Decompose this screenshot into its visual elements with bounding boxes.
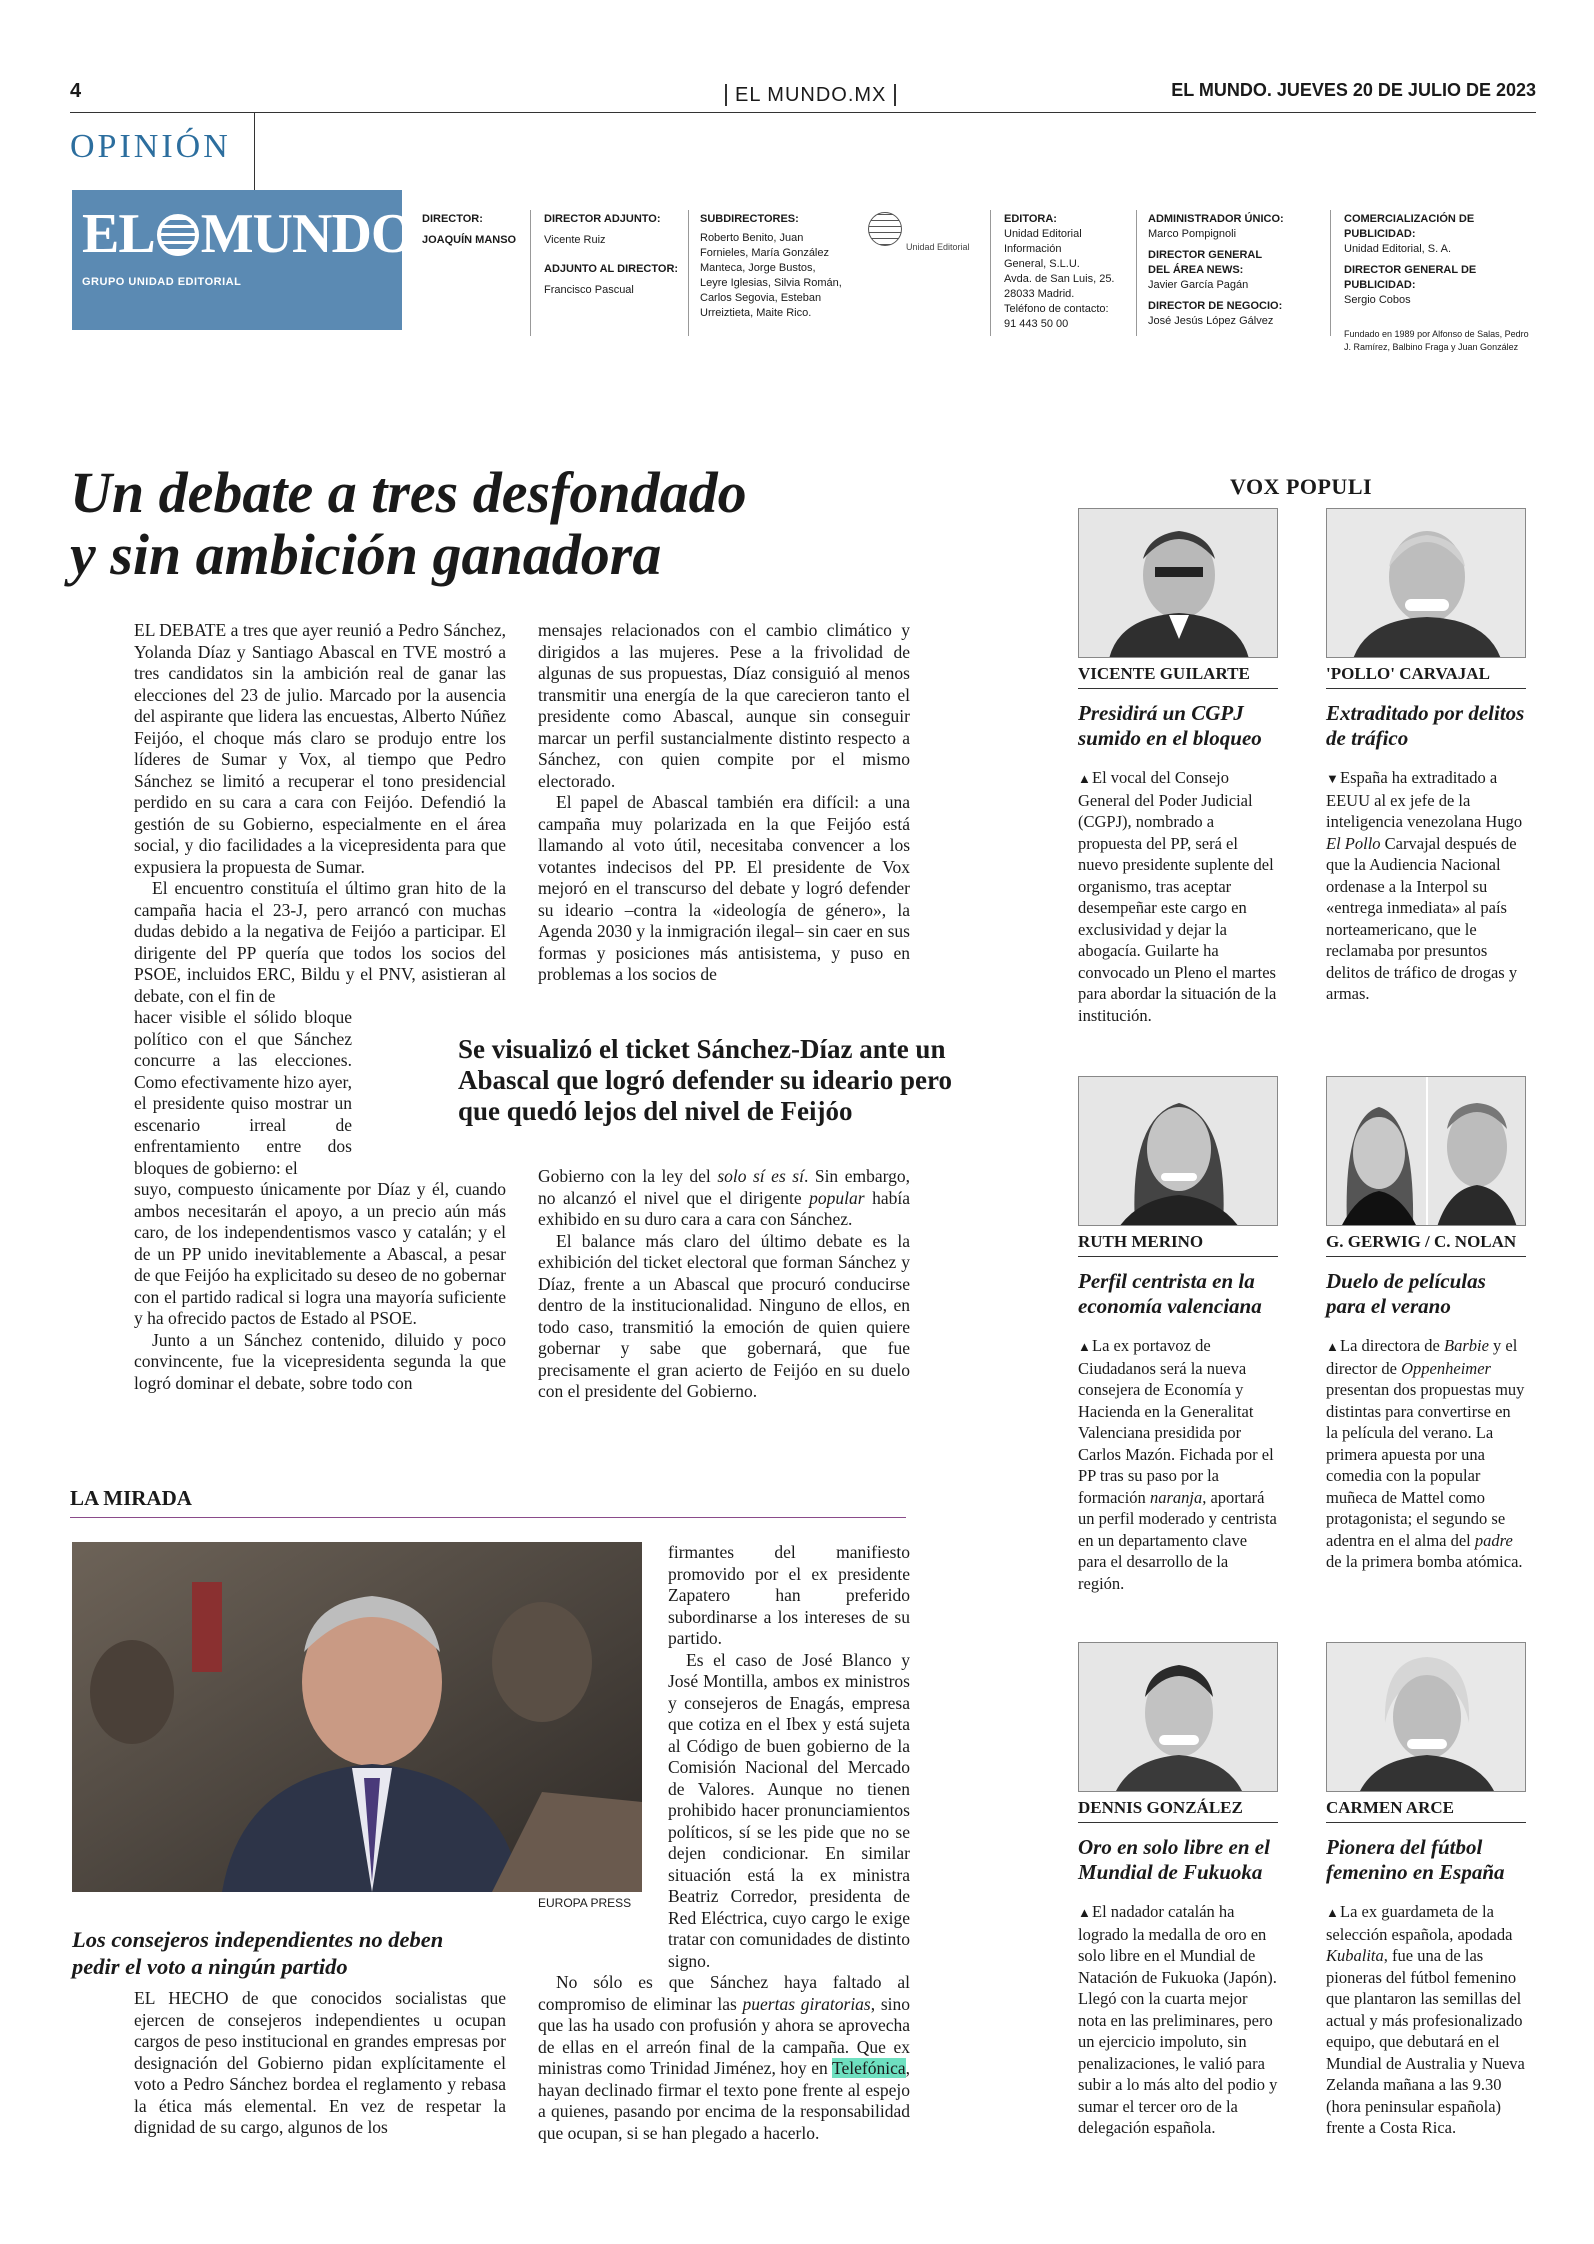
comer-name: Unidad Editorial, S. A. xyxy=(1344,243,1452,255)
editora-line: Avda. de San Luis, 25. xyxy=(1004,273,1115,285)
mirada-column-1 xyxy=(134,1988,506,2139)
negocio-name: José Jesús López Gálvez xyxy=(1148,315,1274,327)
masthead-divider xyxy=(530,210,531,336)
subdirectores-label: SUBDIRECTORES: xyxy=(700,213,799,225)
section-title: OPINIÓN xyxy=(70,128,231,165)
vox-name: DENNIS GONZÁLEZ xyxy=(1078,1798,1278,1823)
article-paragraph: mensajes relacionados con el cambio climático y dirigidos a las mujeres. Pese a la frivolidad de algunas de sus propuestas, Díaz consiguió al menos transmitir una energía de la que carecieron tanto el presidente como Abascal, aunque sin conseguir marcar un perfil sustancialmente distinto respecto a Sánchez, con quien compite por el mismo electorado. xyxy=(538,620,910,791)
vox-name: 'POLLO' CARVAJAL xyxy=(1326,664,1526,689)
portrait-photo xyxy=(1326,1076,1526,1226)
mirada-text: , sino que las ha usado con profusión y ahora se aprovecha de ellas en el arreón final de la campaña. Que ex ministras como Trinidad Jiménez, hoy en xyxy=(538,1993,910,2078)
dgp-label: DIRECTOR GENERAL DE PUBLICIDAD: xyxy=(1344,264,1477,291)
portrait-photo xyxy=(1078,508,1278,658)
portrait-photo xyxy=(1326,1642,1526,1792)
masthead-subdirectores xyxy=(700,212,860,321)
la-mirada-rule xyxy=(70,1517,906,1518)
vox-text-italic: Oppenheimer xyxy=(1401,1358,1491,1378)
subdirectores-line: Fornieles, María González xyxy=(700,247,829,259)
mirada-headline: Los consejeros independientes no deben pedir el voto a ningún partido xyxy=(72,1927,444,1979)
arrow-up-icon: ▲ xyxy=(1078,771,1091,786)
portrait-illustration xyxy=(1327,509,1526,658)
mirada-paragraph: firmantes del manifiesto promovido por el ex presidente Zapatero han preferido subordinarse a los intereses de su partido. xyxy=(668,1542,910,1648)
vox-text: La directora de xyxy=(1340,1336,1444,1355)
portrait-illustration xyxy=(1079,1077,1278,1226)
mirada-lead: EL HECHO xyxy=(134,1988,229,2008)
photo-credit: EUROPA PRESS xyxy=(538,1896,632,1910)
article-headline xyxy=(70,462,890,586)
article-paragraph: Junto a un Sánchez contenido, diluido y poco convincente, fue la vicepresidenta segunda la que logró dominar el debate, sobre todo con xyxy=(134,1329,506,1393)
vox-item xyxy=(1078,1642,1278,2139)
admin-label: ADMINISTRADOR ÚNICO: xyxy=(1148,213,1284,225)
highlighted-link[interactable]: Telefónica xyxy=(832,2058,906,2078)
news-label: DIRECTOR GENERAL xyxy=(1148,249,1263,261)
portrait-illustration xyxy=(1327,1643,1526,1792)
mirada-text: de que conocidos socialistas que ejercen de consejeros independientes u ocupan cargos de peso institucional en grandes empresas por designación del Gobierno pidan explícitamente el voto a Pedro Sánchez bordea el reglamento y rebasa la ética más elemental. En vez de respetar la dignidad de su cargo, algunos de los xyxy=(134,1988,506,2137)
article-text: Gobierno con la ley del xyxy=(538,1166,718,1186)
article-lead: EL DEBATE xyxy=(134,620,227,640)
vox-headline: Oro en solo libre en el Mundial de Fukuoka xyxy=(1078,1835,1270,1884)
vox-item xyxy=(1078,1076,1278,1594)
vox-text-italic: naranja xyxy=(1149,1487,1203,1507)
article-paragraph xyxy=(538,1166,910,1231)
article-paragraph: hacer visible el sólido bloque político con el que Sánchez concurre a las elecciones. Como efectivamente hizo ayer, el presidente quiso mostrar un escenario irreal de enfrentamiento entre dos bloques de gobierno: el xyxy=(134,1007,352,1178)
arrow-up-icon: ▲ xyxy=(1326,1905,1339,1920)
vox-headline: Presidirá un CGPJ sumido en el bloqueo xyxy=(1078,701,1262,750)
editora-line: Unidad Editorial xyxy=(1004,228,1082,240)
mirada-text: , hayan declinado firmar el texto pone frente al espejo a quienes, pasando por encima de la responsabilidad que ocupan, si se han plegado a hacerlo. xyxy=(538,2058,910,2143)
vox-text: , aportará un perfil moderado y centrista en un departamento clave para el desarrollo de la región. xyxy=(1078,1487,1277,1593)
article-text: . Sin embargo, no alcanzó el nivel que el dirigente xyxy=(538,1166,910,1208)
subdirectores-line: Leyre Iglesias, Silvia Román, xyxy=(700,277,842,289)
editora-line: 28033 Madrid. xyxy=(1004,288,1075,300)
vox-headline: Perfil centrista en la economía valenciana xyxy=(1078,1269,1262,1318)
vox-body xyxy=(1078,1335,1278,1594)
article-column-1 xyxy=(134,620,506,1394)
editora-line: General, S.L.U. xyxy=(1004,258,1080,270)
article-paragraph: suyo, compuesto únicamente por Díaz y él, cuando ambos necesitarán el apoyo, a un precio aún más caro, de los independentismos vasco y catalán; y el de un PP unido inevitablemente a Abascal, a pesar de que Feijóo ha explicitado su deseo de no gobernar con el partido radical si logra una mayoría suficiente y ha ofrecido pactos de Estado al PSOE. xyxy=(134,1179,506,1328)
mirada-text-italic: puertas giratorias xyxy=(742,1993,871,2014)
top-rule xyxy=(70,112,1536,113)
founded-line: Fundado en 1989 por Alfonso de Salas, Pedro xyxy=(1344,329,1529,339)
logo-text-left: EL xyxy=(82,203,155,265)
article-text-italic: popular xyxy=(809,1187,865,1208)
unidad-editorial-logo-icon xyxy=(868,212,902,246)
vox-text: España ha extraditado a EEUU al ex jefe de la inteligencia venezolana Hugo xyxy=(1326,768,1523,831)
vox-body xyxy=(1326,767,1526,1005)
vox-text-italic: Barbie xyxy=(1443,1336,1489,1355)
site-name[interactable]: EL MUNDO.MX xyxy=(725,84,896,106)
admin-name: Marco Pompignoli xyxy=(1148,228,1237,240)
vox-text: y el director de xyxy=(1326,1336,1518,1378)
globe-icon xyxy=(157,214,199,256)
vox-text: La ex guardameta de la selección española, apodada xyxy=(1326,1902,1513,1944)
vox-text: presentan dos propuestas muy distintas para convertirse en la película del verano. La primera apuesta por una comedia con la popular muñeca de Mattel como protagonista; el segundo se adentra en el alma del xyxy=(1326,1380,1525,1550)
masthead-divider xyxy=(1136,210,1137,336)
page-number: 4 xyxy=(70,80,82,102)
dgp-name: Sergio Cobos xyxy=(1344,294,1411,306)
subdirectores-line: Urreiztieta, Maite Rico. xyxy=(700,307,812,319)
adjunto-dir-name: Francisco Pascual xyxy=(544,284,634,296)
vox-text: La ex portavoz de Ciudadanos será la nueva consejera de Economía y Hacienda en la Generalitat Valenciana presidida por Carlos Mazón. Fichada por el PP tras su paso por la formación xyxy=(1078,1336,1274,1507)
news-name: Javier García Pagán xyxy=(1148,279,1249,291)
masthead-adjunto xyxy=(544,212,684,298)
vox-headline: Extraditado por delitos de tráfico xyxy=(1326,701,1525,750)
subdirectores-line: Manteca, Jorge Bustos, xyxy=(700,262,816,274)
vox-item xyxy=(1078,508,1278,1026)
article-column-2b xyxy=(538,1166,910,1403)
vox-text: de la primera bomba atómica. xyxy=(1326,1552,1523,1571)
mirada-paragraph: Es el caso de José Blanco y José Montilla, ambos ex ministros y consejeros de Enagás, empresa que cotiza en el Ibex y está sujeta al Código de buen gobierno de la Comisión Nacional del Mercado de Valores. Aunque no tienen prohibido hacer pronunciamientos políticos, sí se les pide que no se dejen condicionar. En similar situación está la ex ministra Beatriz Corredor, presidenta de Red Eléctrica, cuyo cargo le exige tratar con comunidades de distinto signo. xyxy=(668,1649,910,1971)
subdirectores-line: Roberto Benito, Juan xyxy=(700,232,804,244)
vox-headline: Pionera del fútbol femenino en España xyxy=(1326,1835,1505,1884)
portrait-illustration xyxy=(1079,509,1278,658)
vox-text-italic: padre xyxy=(1474,1530,1513,1550)
el-mundo-logo xyxy=(72,190,414,330)
founded-line: J. Ramírez, Balbino Fraga y Juan González xyxy=(1344,342,1519,352)
article-paragraph: El papel de Abascal también era difícil: a una campaña muy polarizada en la que Feijóo está llamando al voto útil, necesitaba convencer a los votantes indecisos del PP. El presidente de Vox mejoró en el transcurso del debate y logró defender su ideario –contra la «ideología de género», la Agenda 2030 y la inmigración ilegal– sin caer en sus formas y posiciones más antisistema, y puso en problemas a los socios de xyxy=(538,792,910,984)
editora-line: Información xyxy=(1004,243,1062,255)
vox-text: El nadador catalán ha logrado la medalla de oro en solo libre en el Mundial de Natación de Fukuoka (Japón). Llegó con la cuarta mejor nota en las preliminares, pero un ejercicio impoluto, sin penalizaciones, le valió para subir a lo más alto del podio y sumar el tercer oro de la delegación española. xyxy=(1078,1902,1278,2137)
masthead-admin xyxy=(1148,212,1318,329)
negocio-label: DIRECTOR DE NEGOCIO: xyxy=(1148,300,1283,312)
vox-item xyxy=(1326,1076,1526,1573)
vox-body xyxy=(1078,767,1278,1026)
director-name: JOAQUÍN MANSO xyxy=(422,234,517,246)
portrait-illustration xyxy=(1079,1643,1278,1792)
news-label: DEL ÁREA NEWS: xyxy=(1148,264,1244,276)
vox-text-italic: El Pollo xyxy=(1326,833,1381,853)
vox-name: RUTH MERINO xyxy=(1078,1232,1278,1257)
section-rule xyxy=(254,112,255,190)
article-paragraph: El encuentro constituía el último gran hito de la campaña hacia el 23-J, pero arrancó con muchas dudas debido a la negativa de Feijóo a participar. El dirigente del PP quería que todos los socios del PSOE, incluidos ERC, Bildu y el PNV, asistieran al debate, con el fin de xyxy=(134,878,506,1006)
portrait-photo xyxy=(1078,1076,1278,1226)
mirada-text: No sólo es que Sánchez haya faltado al compromiso de eliminar las xyxy=(538,1972,910,2014)
portrait-photo xyxy=(1326,508,1526,658)
vox-name: VICENTE GUILARTE xyxy=(1078,664,1278,689)
vox-text: El vocal del Consejo General del Poder Judicial (CGPJ), nombrado a propuesta del PP, será el nuevo presidente suplente del organismo, tras aceptar desempeñar este cargo en exclusividad y dejar la abogacía. Guilarte ha convocado un Pleno el martes para abordar la situación de la institución. xyxy=(1078,768,1277,1025)
masthead-divider xyxy=(990,210,991,336)
portrait-photo xyxy=(1078,1642,1278,1792)
logo-subtitle: GRUPO UNIDAD EDITORIAL xyxy=(82,276,242,288)
article-text-italic: solo sí es sí xyxy=(717,1166,804,1186)
arrow-down-icon: ▼ xyxy=(1326,771,1339,786)
vox-item xyxy=(1326,508,1526,1005)
director-label: DIRECTOR: xyxy=(422,213,483,225)
la-mirada-title: LA MIRADA xyxy=(70,1486,192,1510)
vox-text: Carvajal después de que la Audiencia Nacional ordenase a la Interpol su «entrega inmediata» al país norteamericano, que le reclamaba por presuntos delitos de tráfico de drogas y armas. xyxy=(1326,833,1518,1003)
article-text: había exhibido en su duro cara a cara con Sánchez. xyxy=(538,1187,910,1229)
arrow-up-icon: ▲ xyxy=(1326,1339,1339,1354)
vox-name: CARMEN ARCE xyxy=(1326,1798,1526,1823)
masthead-editora xyxy=(1004,212,1132,332)
vox-body xyxy=(1326,1901,1526,2139)
arrow-up-icon: ▲ xyxy=(1078,1905,1091,1920)
headline-line: y sin ambición ganadora xyxy=(70,522,662,587)
adjunto-label: DIRECTOR ADJUNTO: xyxy=(544,213,661,225)
masthead-divider xyxy=(688,210,689,336)
mirada-paragraph xyxy=(134,1988,506,2139)
unidad-editorial-logo-text: Unidad Editorial xyxy=(906,242,970,252)
article-paragraph: El balance más claro del último debate es la exhibición del ticket electoral que forman Sánchez y Díaz, frente a un Abascal que procuró conducirse dentro de la institucionalidad. Ninguno de ellos, en todo caso, transmitió la emoción de quien quiere gobernar y sabe que gobernará, que fue precisamente el gran acierto de Feijóo en su duelo con el presidente del Gobierno. xyxy=(538,1230,910,1401)
editora-line: Teléfono de contacto: xyxy=(1004,303,1109,315)
vox-text: , fue una de las pioneras del fútbol femenino que plantaron las semillas del actual y más profesionalizado equipo, que debutará en el Mundial de Australia y Nueva Zelanda mañana a las 9.30 (hora peninsular española) frente a Costa Rica. xyxy=(1326,1946,1525,2137)
editora-phone: 91 443 50 00 xyxy=(1004,318,1069,330)
masthead-director xyxy=(422,212,526,248)
logo-text-right: MUNDO xyxy=(200,203,414,265)
masthead-divider xyxy=(1330,210,1331,336)
masthead-publicidad xyxy=(1344,212,1544,354)
portrait-illustration xyxy=(1327,1077,1526,1226)
pull-quote: Se visualizó el ticket Sánchez-Díaz ante un Abascal que logró defender su ideario pero que quedó lejos del nivel de Feijóo xyxy=(458,1034,953,1126)
mirada-paragraph xyxy=(538,1972,910,2144)
vox-body xyxy=(1326,1335,1526,1573)
comer-label: COMERCIALIZACIÓN DE PUBLICIDAD: xyxy=(1344,213,1475,240)
vox-name: G. GERWIG / C. NOLAN xyxy=(1326,1232,1526,1257)
adjunto-dir-label: ADJUNTO AL DIRECTOR: xyxy=(544,263,679,275)
vox-text-italic: Kubalita xyxy=(1326,1946,1384,1965)
vox-item xyxy=(1326,1642,1526,2139)
adjunto-name: Vicente Ruiz xyxy=(544,234,606,246)
dateline: EL MUNDO. JUEVES 20 DE JULIO DE 2023 xyxy=(1171,80,1536,100)
arrow-up-icon: ▲ xyxy=(1078,1339,1091,1354)
article-text: a tres que ayer reunió a Pedro Sánchez, Yolanda Díaz y Santiago Abascal en TVE mostró a tres candidatos sin la ambición real de ganar las elecciones del 23 de julio. Marcado por la ausencia del aspirante que lidera las encuestas, Alberto Núñez Feijóo, el choque más claro se produjo entre los líderes de Sumar y Vox, al tiempo que Pedro Sánchez se limitó a recuperar el tono presidencial perdido en su cara a cara con Feijóo. Defendió la gestión de su Gobierno, especialmente en el área social, y dio facilidades a la vicepresidenta para que expusiera la propuesta de Sumar. xyxy=(134,620,506,877)
article-column-2 xyxy=(538,620,910,986)
article-paragraph xyxy=(134,620,506,878)
subdirectores-line: Carlos Segovia, Esteban xyxy=(700,292,822,304)
headline-line: Un debate a tres desfondado xyxy=(70,460,747,525)
vox-headline: Duelo de películas para el verano xyxy=(1326,1269,1486,1318)
vox-body xyxy=(1078,1901,1278,2139)
mirada-column-2 xyxy=(538,1542,910,2144)
editora-label: EDITORA: xyxy=(1004,213,1057,225)
vox-populi-title: VOX POPULI xyxy=(1230,474,1373,499)
